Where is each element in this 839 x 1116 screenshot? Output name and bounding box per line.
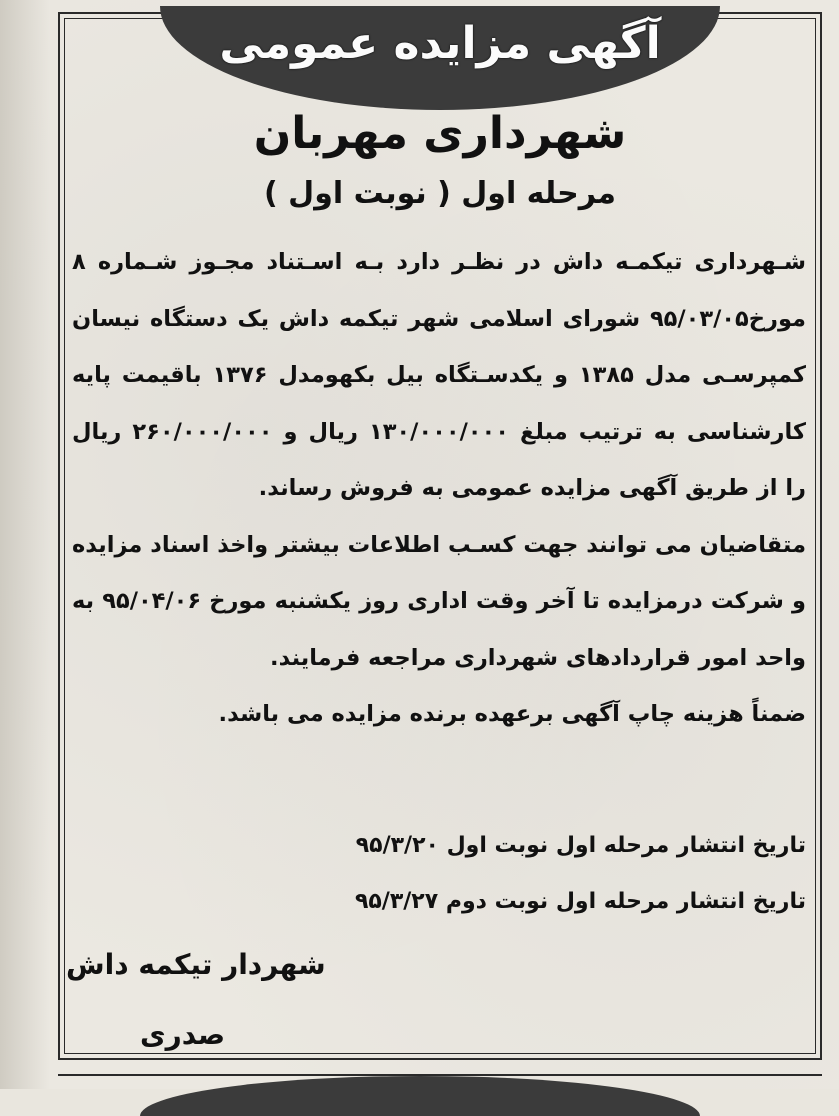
signatory-title: شهردار تیکمه داش <box>66 948 326 981</box>
organization-name: شهرداری مهربان <box>253 108 627 159</box>
publication-dates <box>72 818 806 930</box>
announcement-body <box>72 234 806 743</box>
body-paragraph-1: شـهرداری تیکمـه داش در نظـر دارد بـه اسـتناد مجـوز شـماره ۸ مورخ۹۵/۰۳/۰۵ شورای اسلامی شهر تیکمه داش یک دستگاه نیسان کمپرسـی مدل ۱۳۸۵ و یکدسـتگاه بیل بکهومدل ۱۳۷۶ باقیمت پایه کارشناسی به ترتیب مبلغ ۱۳۰/۰۰۰/۰۰۰ ریال و ۲۶۰/۰۰۰/۰۰۰ ریال را از طریق آگهی مزایده عمومی به فروش رساند. <box>72 249 806 501</box>
signatory-name: صدری <box>140 1018 226 1051</box>
first-publication-date: تاریخ انتشار مرحله اول نوبت اول ۹۵/۳/۲۰ <box>355 833 806 858</box>
body-paragraph-2: متقاضیان می توانند جهت کسـب اطلاعات بیشتر واخذ اسناد مزایده و شرکت درمزایده تا آخر وقت اداری روز یکشنبه مورخ ۹۵/۰۴/۰۶ به واحد امور قراردادهای شهرداری مراجعه فرمایند. <box>72 531 807 671</box>
page-edge-shadow <box>0 0 50 1089</box>
body-paragraph-3: ضمناً هزینه چاپ آگهی برعهده برنده مزایده می باشد. <box>218 701 806 727</box>
banner-title: آگهی مزایده عمومی <box>219 18 661 69</box>
second-publication-date: تاریخ انتشار مرحله اول نوبت دوم ۹۵/۳/۲۷ <box>354 889 806 914</box>
stage-label: مرحله اول ( نوبت اول ) <box>264 176 616 211</box>
